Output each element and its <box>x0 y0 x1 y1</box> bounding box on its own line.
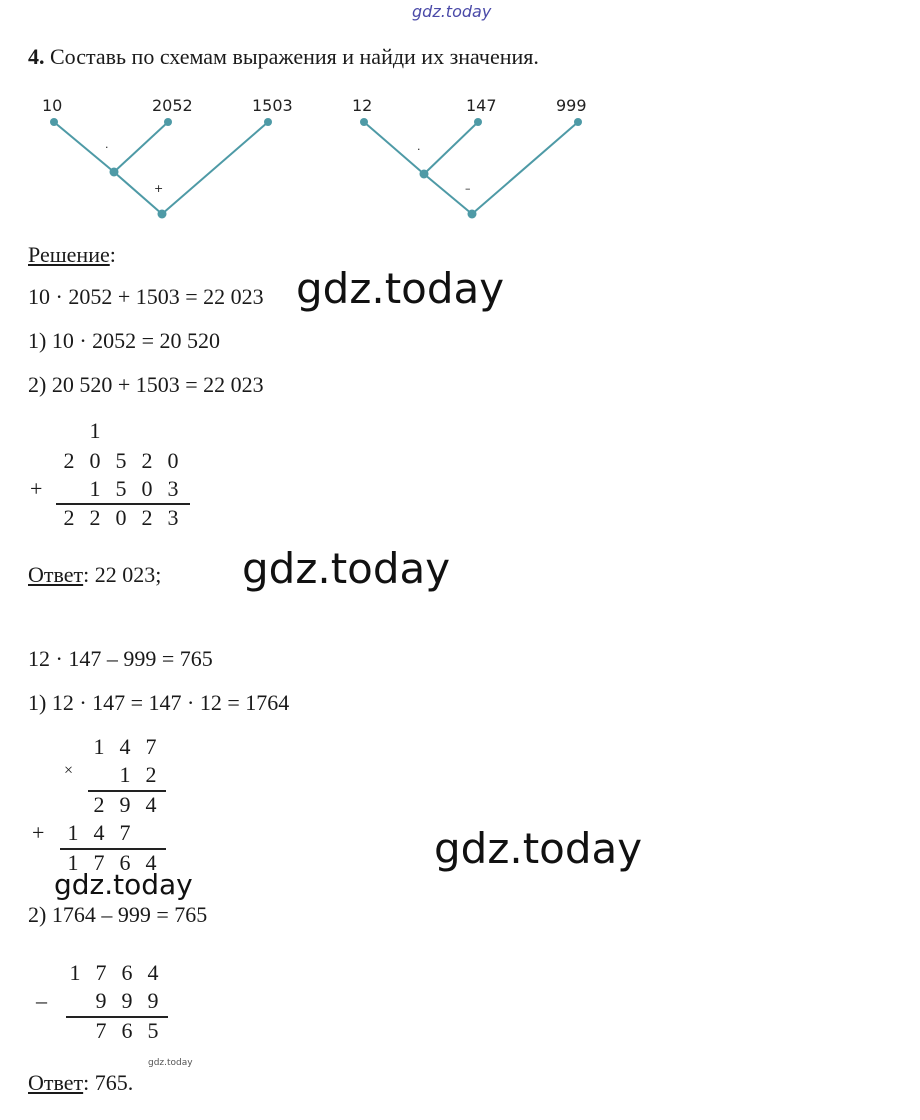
mult-bottom-row <box>112 762 164 788</box>
digit: 4 <box>147 960 159 985</box>
part1-step1: 1) 10 · 2052 = 20 520 <box>28 328 221 353</box>
scheme-1-node-op2 <box>158 210 167 219</box>
digit: 5 <box>115 448 127 473</box>
sub-top-row <box>62 960 166 986</box>
digit: 2 <box>63 448 75 473</box>
digit: 2 <box>145 762 157 787</box>
scheme-1-node-a <box>50 118 58 126</box>
answer-label: Ответ <box>28 1070 84 1095</box>
part2-step1: 1) 12 · 147 = 147 · 12 = 1764 <box>28 690 290 715</box>
digit: 2 <box>63 505 75 530</box>
sub-bottom-row <box>88 988 166 1014</box>
digit: 2 <box>89 505 101 530</box>
digit: 6 <box>121 960 133 985</box>
sub-result-row <box>88 1018 166 1044</box>
digit: 3 <box>167 505 179 530</box>
add-bottom-row <box>82 476 186 502</box>
digit: 9 <box>121 988 133 1013</box>
digit: 5 <box>115 476 127 501</box>
answer-value: : 22 023; <box>83 562 162 587</box>
scheme-2-node-b <box>474 118 482 126</box>
mult-plus-sign: + <box>32 820 45 845</box>
digit: 7 <box>145 734 157 759</box>
scheme-1-node-c <box>264 118 272 126</box>
digit: 6 <box>119 850 131 875</box>
part1-step2: 2) 20 520 + 1503 = 22 023 <box>28 372 264 397</box>
scheme-2-op1: · <box>417 143 421 156</box>
scheme-2-node-op2 <box>468 210 477 219</box>
mult-sign: × <box>64 762 74 779</box>
digit: 1 <box>93 734 105 759</box>
watermark-4: gdz.today <box>54 868 193 901</box>
digit: 0 <box>115 505 127 530</box>
add-sign: + <box>30 476 43 501</box>
scheme-1-node-op1 <box>110 168 119 177</box>
carry-digit: 1 <box>89 418 101 443</box>
digit: 4 <box>93 820 105 845</box>
scheme-2-edge-b <box>424 122 478 174</box>
answer-value: : 765. <box>83 1070 134 1095</box>
watermark-tiny: gdz.today <box>148 1058 193 1068</box>
digit: 4 <box>145 792 157 817</box>
sub-sign: – <box>36 988 47 1013</box>
digit: 2 <box>141 448 153 473</box>
mult-partial1-row <box>86 792 164 818</box>
digit: 1 <box>89 476 101 501</box>
digit: 7 <box>119 820 131 845</box>
scheme-2-edge-a <box>364 122 424 174</box>
watermark-2: gdz.today <box>242 544 451 593</box>
add-carry <box>82 418 108 444</box>
digit: 3 <box>167 476 179 501</box>
add-result-row <box>56 505 186 531</box>
answer-label: Ответ <box>28 562 84 587</box>
digit: 0 <box>89 448 101 473</box>
scheme-1-edge-c <box>162 122 268 214</box>
digit: 1 <box>69 960 81 985</box>
digit: 1 <box>67 820 79 845</box>
scheme-2-label-c: 999 <box>556 96 587 115</box>
scheme-1 <box>54 122 268 214</box>
digit: 7 <box>95 1018 107 1043</box>
add-top-row <box>56 448 186 474</box>
digit: 4 <box>119 734 131 759</box>
watermark-1: gdz.today <box>296 264 505 313</box>
scheme-2-node-op1 <box>420 170 429 179</box>
scheme-1-label-a: 10 <box>42 96 63 115</box>
schemes-diagram <box>0 90 620 230</box>
scheme-2-node-a <box>360 118 368 126</box>
digit: 9 <box>95 988 107 1013</box>
scheme-1-label-c: 1503 <box>252 96 293 115</box>
digit: 6 <box>121 1018 133 1043</box>
part2-expression: 12 · 147 – 999 = 765 <box>28 646 213 671</box>
scheme-2-node-c <box>574 118 582 126</box>
digit: 5 <box>147 1018 159 1043</box>
scheme-2-op2: – <box>465 182 471 195</box>
scheme-1-edge-b <box>114 122 168 172</box>
digit: 0 <box>167 448 179 473</box>
scheme-2-label-a: 12 <box>352 96 373 115</box>
digit: 7 <box>95 960 107 985</box>
digit: 9 <box>147 988 159 1013</box>
digit: 2 <box>141 505 153 530</box>
scheme-2-edge-c <box>472 122 578 214</box>
digit: 2 <box>93 792 105 817</box>
scheme-2 <box>364 122 578 214</box>
task-number: 4. <box>28 44 45 69</box>
solution-heading: Решение: <box>28 242 116 267</box>
digit: 7 <box>93 850 105 875</box>
watermark-3: gdz.today <box>434 824 643 873</box>
digit: 1 <box>119 762 131 787</box>
mult-top-row <box>86 734 164 760</box>
scheme-2-label-b: 147 <box>466 96 497 115</box>
part2-step2: 2) 1764 – 999 = 765 <box>28 902 208 927</box>
digit: 9 <box>119 792 131 817</box>
digit: 4 <box>145 850 157 875</box>
task-heading <box>28 44 539 70</box>
scheme-1-op2: + <box>154 182 164 195</box>
task-text: Составь по схемам выражения и найди их значения. <box>50 44 539 69</box>
top-watermark: gdz.today <box>412 2 492 21</box>
mult-partial2-row <box>60 820 138 846</box>
part1-answer <box>28 562 161 588</box>
scheme-1-op1: · <box>105 141 109 154</box>
solution-label: Решение <box>28 242 110 267</box>
part1-expression: 10 · 2052 + 1503 = 22 023 <box>28 284 264 309</box>
digit: 0 <box>141 476 153 501</box>
scheme-1-node-b <box>164 118 172 126</box>
digit: 1 <box>67 850 79 875</box>
part2-answer <box>28 1070 133 1096</box>
scheme-1-label-b: 2052 <box>152 96 193 115</box>
